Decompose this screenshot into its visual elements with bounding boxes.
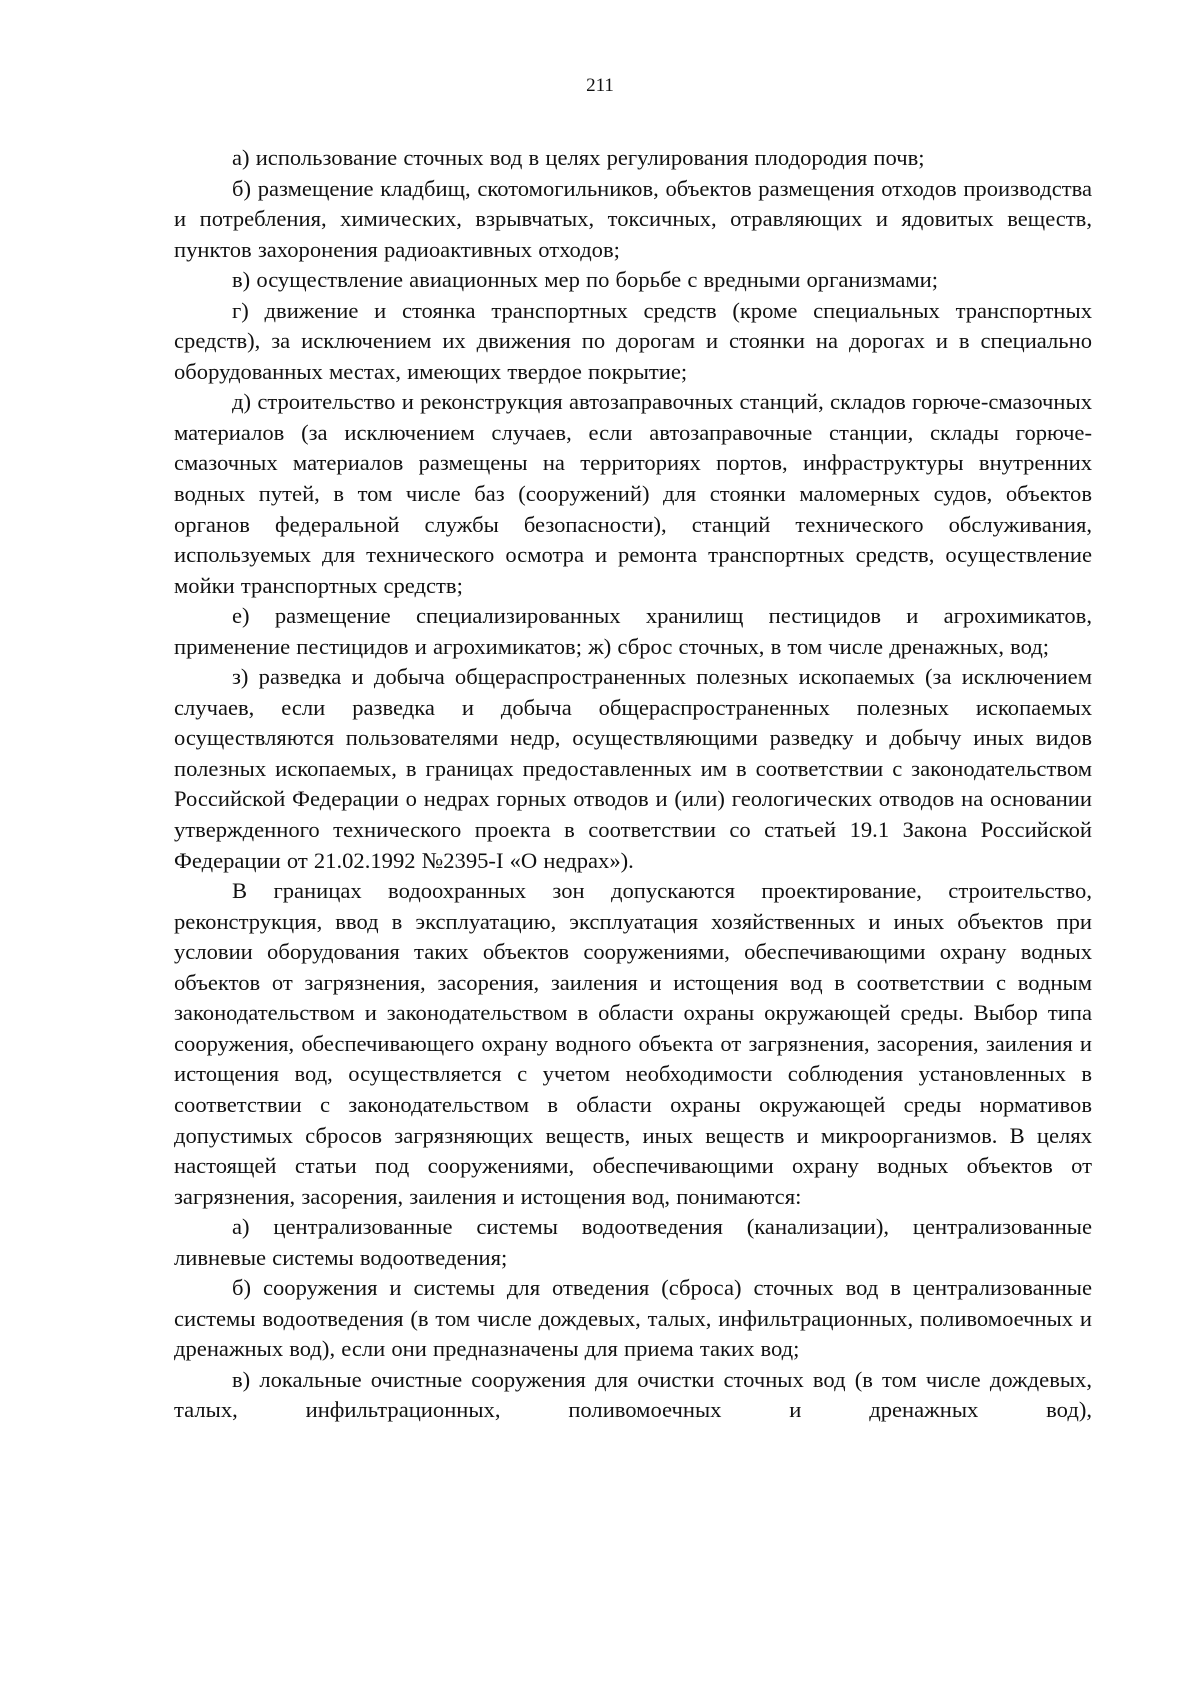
paragraph-v-local-treatment: в) локальные очистные сооружения для очистки сточных вод (в том числе дождевых, талых, инфильтрационных, поливомоечных и дренажных вод), [174, 1366, 1092, 1423]
page-number: 211 [586, 75, 614, 96]
paragraph-a-centralized-sewerage: а) централизованные системы водоотведения (канализации), централизованные ливневые системы водоотведения; [174, 1214, 1092, 1270]
paragraph-e-pesticides: е) размещение специализированных хранилищ пестицидов и агрохимикатов, применение пестицидов и агрохимикатов; ж) сброс сточных, в том числе дренажных, вод; [174, 603, 1092, 659]
paragraph-d-fuel-stations: д) строительство и реконструкция автозаправочных станций, складов горюче-смазочных материалов (за исключением случаев, если автозаправочные станции, склады горюче-смазочных материалов размещены на территориях портов, инфраструктуры внутренних водных путей, в том числе баз (сооружений) для стоянки маломерных судов, объектов органов федеральной службы безопасности), станций технического обслуживания, используемых для технического осмотра и ремонта транспортных средств, осуществление мойки транспортных средств; [174, 389, 1092, 598]
paragraph-g-vehicle-traffic: г) движение и стоянка транспортных средств (кроме специальных транспортных средств), за исключением их движения по дорогам и стоянки на дорогах и в специально оборудованных местах, имеющих твердое покрытие; [174, 297, 1092, 384]
paragraph-z-mineral-extraction: з) разведка и добыча общераспространенных полезных ископаемых (за исключением случаев, если разведка и добыча общераспространенных полезных ископаемых осуществляются пользователями недр, осуществляющими разведку и добычу иных видов полезных ископаемых, в границах предоставленных им в соответствии с законодательством Российской Федерации о недрах горных отводов и (или) геологических отводов на основании утвержденного технического проекта в соответствии со статьей 19.1 Закона Российской Федерации от 21.02.1992 №2395-I «О недрах»). [174, 664, 1092, 873]
paragraph-b-discharge-facilities: б) сооружения и системы для отведения (сброса) сточных вод в централизованные системы водоотведения (в том числе дождевых, талых, инфильтрационных, поливомоечных и дренажных вод), если они предназначены для приема таких вод; [174, 1275, 1092, 1362]
paragraph-a-sewage-use: а) использование сточных вод в целях регулирования плодородия почв; [232, 145, 925, 170]
paragraph-v-aviation-measures: в) осуществление авиационных мер по борьбе с вредными организмами; [232, 267, 939, 293]
paragraph-b-cemeteries-waste: б) размещение кладбищ, скотомогильников, объектов размещения отходов производства и потребления, химических, взрывчатых, токсичных, отравляющих и ядовитых веществ, пунктов захоронения радиоактивных отходов; [174, 175, 1092, 262]
document-body [174, 143, 1092, 1426]
paragraph-water-protection-zones: В границах водоохранных зон допускаются проектирование, строительство, реконструкция, ввод в эксплуатацию, эксплуатация хозяйственных и иных объектов при условии оборудования таких объектов сооружениями, обеспечивающими охрану водных объектов от загрязнения, засорения, заиления и истощения вод в соответствии с водным законодательством и законодательством в области охраны окружающей среды. Выбор типа сооружения, обеспечивающего охрану водного объекта от загрязнения, засорения, заиления и истощения вод, осуществляется с учетом необходимости соблюдения установленных в соответствии с законодательством в области охраны окружающей среды нормативов допустимых сбросов загрязняющих веществ, иных веществ и микроорганизмов. В целях настоящей статьи под сооружениями, обеспечивающими охрану водных объектов от загрязнения, засорения, заиления и истощения вод, понимаются: [174, 878, 1092, 1209]
